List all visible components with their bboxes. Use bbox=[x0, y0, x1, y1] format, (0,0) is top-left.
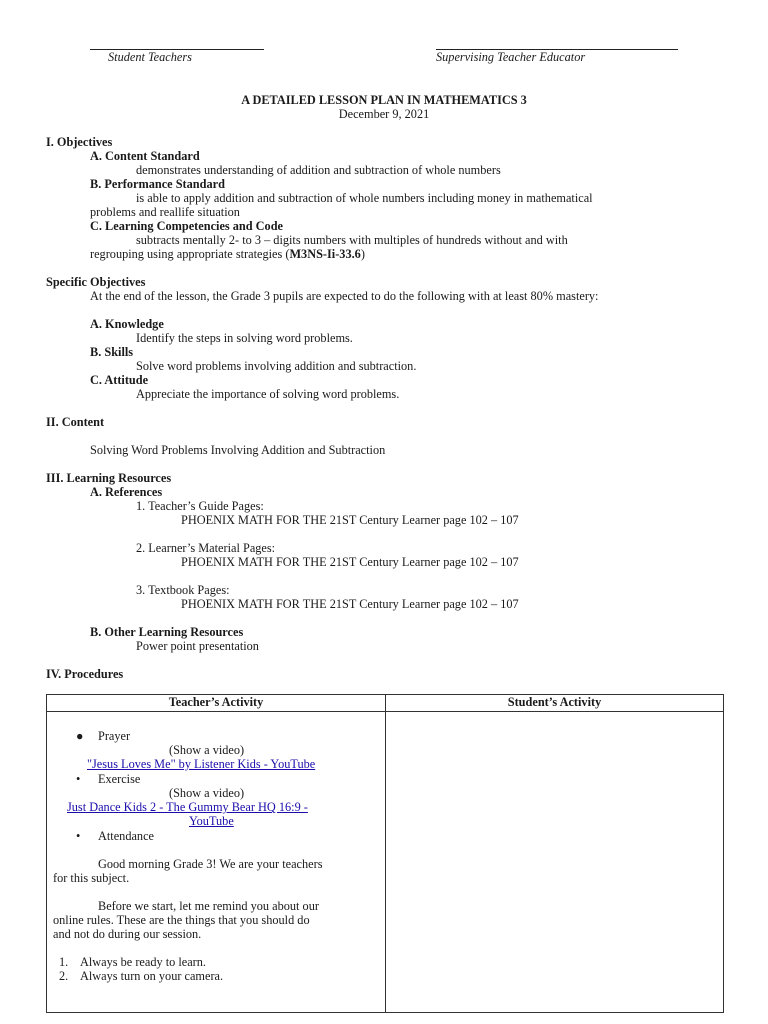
rules-intro-line-3: and not do during our session. bbox=[53, 927, 202, 941]
attitude-label: C. Attitude bbox=[90, 373, 149, 387]
competencies-text-2 bbox=[90, 247, 365, 262]
exercise-bullet-icon: • bbox=[76, 772, 81, 786]
document-title: A DETAILED LESSON PLAN IN MATHEMATICS 3 bbox=[241, 93, 527, 107]
prayer-label: Prayer bbox=[98, 729, 131, 743]
student-activity-cell bbox=[386, 712, 724, 1013]
other-resources-text: Power point presentation bbox=[136, 639, 259, 653]
textbook-text: PHOENIX MATH FOR THE 21ST Century Learner page 102 – 107 bbox=[181, 597, 519, 611]
learners-material-text: PHOENIX MATH FOR THE 21ST Century Learner page 102 – 107 bbox=[181, 555, 519, 569]
knowledge-text: Identify the steps in solving word problems. bbox=[136, 331, 353, 345]
teachers-guide-text: PHOENIX MATH FOR THE 21ST Century Learner page 102 – 107 bbox=[181, 513, 519, 527]
attendance-bullet-icon: • bbox=[76, 829, 81, 843]
procedures-heading: IV. Procedures bbox=[46, 667, 124, 681]
specific-objectives-heading: Specific Objectives bbox=[46, 275, 146, 289]
prayer-bullet-icon: ● bbox=[76, 729, 84, 743]
rule-2-number: 2. bbox=[59, 969, 69, 983]
resources-heading: III. Learning Resources bbox=[46, 471, 172, 485]
attendance-label: Attendance bbox=[98, 829, 154, 843]
supervising-teacher-label: Supervising Teacher Educator bbox=[436, 50, 586, 64]
rules-intro-line-2: online rules. These are the things that you should do bbox=[53, 913, 310, 927]
prayer-show-video: (Show a video) bbox=[169, 743, 245, 757]
document-date: December 9, 2021 bbox=[338, 107, 430, 121]
skills-text: Solve word problems involving addition and subtraction. bbox=[136, 359, 417, 373]
knowledge-label: A. Knowledge bbox=[90, 317, 164, 331]
procedures-table-row bbox=[47, 712, 724, 1013]
student-teachers-label: Student Teachers bbox=[108, 50, 192, 64]
textbook-label: 3. Textbook Pages: bbox=[136, 583, 230, 597]
greeting-line-2: for this subject. bbox=[53, 871, 130, 885]
specific-objectives-intro: At the end of the lesson, the Grade 3 pupils are expected to do the following with at least 80% mastery: bbox=[90, 289, 599, 303]
procedures-table bbox=[46, 694, 724, 1013]
skills-label: B. Skills bbox=[90, 345, 134, 359]
competencies-label: C. Learning Competencies and Code bbox=[90, 219, 283, 233]
performance-standard-label: B. Performance Standard bbox=[90, 177, 225, 191]
content-standard-label: A. Content Standard bbox=[90, 149, 200, 163]
performance-standard-text-2: problems and reallife situation bbox=[90, 205, 240, 219]
content-heading: II. Content bbox=[46, 415, 105, 429]
content-standard-text: demonstrates understanding of addition and subtraction of whole numbers bbox=[136, 163, 501, 177]
competencies-text-2-prefix: regrouping using appropriate strategies ( bbox=[90, 247, 290, 261]
content-text: Solving Word Problems Involving Addition and Subtraction bbox=[90, 443, 386, 457]
teachers-guide-label: 1. Teacher’s Guide Pages: bbox=[136, 499, 264, 513]
objectives-heading: I. Objectives bbox=[46, 135, 113, 149]
exercise-video-link[interactable]: Just Dance Kids 2 - The Gummy Bear HQ 16:9 - bbox=[67, 800, 308, 814]
attitude-text: Appreciate the importance of solving word problems. bbox=[136, 387, 400, 401]
procedures-table-header bbox=[47, 695, 724, 712]
references-label: A. References bbox=[90, 485, 163, 499]
teacher-activity-header: Teacher’s Activity bbox=[47, 695, 386, 712]
competencies-text-2-suffix: ) bbox=[360, 247, 365, 261]
learners-material-label: 2. Learner’s Material Pages: bbox=[136, 541, 276, 555]
rule-2-text: Always turn on your camera. bbox=[80, 969, 224, 983]
teacher-activity-cell bbox=[47, 712, 386, 1013]
greeting-line-1: Good morning Grade 3! We are your teachers bbox=[98, 857, 323, 871]
competencies-text-1: subtracts mentally 2- to 3 – digits numbers with multiples of hundreds without and with bbox=[136, 233, 568, 247]
exercise-label: Exercise bbox=[98, 772, 141, 786]
prayer-video-link[interactable]: "Jesus Loves Me" by Listener Kids - YouTube bbox=[87, 757, 316, 771]
competency-code: M3NS-Ii-33.6 bbox=[289, 247, 361, 261]
rule-1-text: Always be ready to learn. bbox=[80, 955, 206, 969]
student-activity-header: Student’s Activity bbox=[386, 695, 724, 712]
other-resources-label: B. Other Learning Resources bbox=[90, 625, 244, 639]
performance-standard-text-1: is able to apply addition and subtraction of whole numbers including money in mathematical bbox=[136, 191, 593, 205]
rule-1-number: 1. bbox=[59, 955, 69, 969]
exercise-video-link-continued[interactable]: YouTube bbox=[189, 814, 234, 828]
exercise-show-video: (Show a video) bbox=[169, 786, 245, 800]
rules-intro-line-1: Before we start, let me remind you about our bbox=[98, 899, 319, 913]
